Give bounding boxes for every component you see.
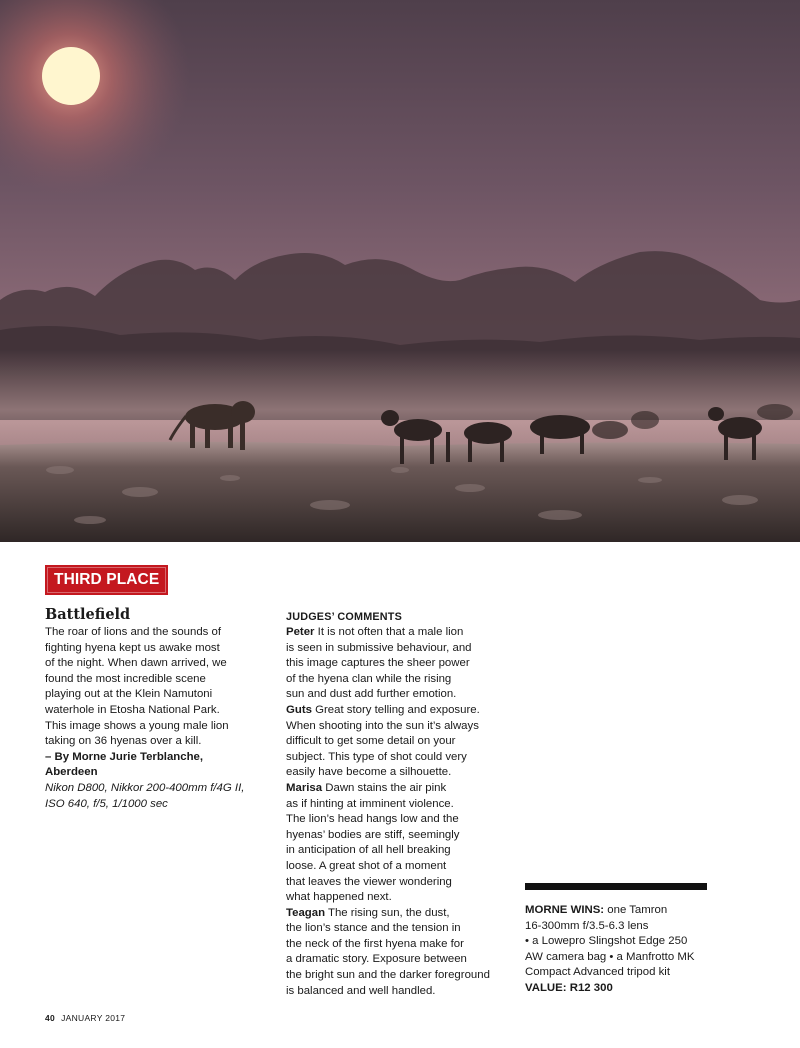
comment-text: It is not often that a male lion xyxy=(314,626,464,638)
issue-date: JANUARY 2017 xyxy=(61,1013,126,1023)
prize-value: VALUE: R12 300 xyxy=(525,981,613,994)
comment-line: easily have become a silhouette. xyxy=(286,766,452,779)
comment-text: The rising sun, the dust, xyxy=(325,906,450,919)
prize-line xyxy=(525,903,710,919)
prize-text: one Tamron xyxy=(604,904,668,916)
comment-line: the lion’s stance and the tension in xyxy=(286,922,461,935)
gear-line: Nikon D800, Nikkor 200-400mm f/4G II, xyxy=(45,781,245,794)
entry-byline xyxy=(45,750,250,781)
page-footer xyxy=(45,1013,125,1023)
third-place-badge: THIRD PLACE xyxy=(45,565,168,595)
gear-line: ISO 640, f/5, 1/1000 sec xyxy=(45,797,168,810)
comment-line: subject. This type of shot could very xyxy=(286,750,467,763)
comment-line: difficult to get some detail on your xyxy=(286,735,456,748)
judges-heading: JUDGES’ COMMENTS xyxy=(286,611,402,623)
judges-column xyxy=(286,610,498,999)
judge-comment-marisa xyxy=(286,781,498,906)
comment-line: in anticipation of all hell breaking xyxy=(286,844,451,857)
comment-line xyxy=(286,906,498,922)
comment-line: is balanced and well handled. xyxy=(286,984,436,997)
entry-body-line: taking on 36 hyenas over a kill. xyxy=(45,735,202,748)
comment-line xyxy=(286,703,498,719)
judge-name: Guts xyxy=(286,703,312,716)
judge-comment-guts xyxy=(286,703,498,781)
comment-line: loose. A great shot of a moment xyxy=(286,859,447,872)
comment-line: what happened next. xyxy=(286,891,392,904)
comment-line: sun and dust add further emotion. xyxy=(286,688,457,701)
entry-body-line: The roar of lions and the sounds of xyxy=(45,626,222,638)
comment-text: Dawn stains the air pink xyxy=(322,781,447,794)
entry-column xyxy=(45,606,250,812)
entry-body-line: This image shows a young male lion xyxy=(45,719,229,732)
comment-line xyxy=(286,781,498,797)
comment-line: the neck of the first hyena make for xyxy=(286,937,464,950)
entry-body-line: fighting hyena kept us awake most xyxy=(45,641,220,654)
comment-line: is seen in submissive behaviour, and xyxy=(286,641,472,654)
comment-line: that leaves the viewer wondering xyxy=(286,875,452,888)
judge-name: Marisa xyxy=(286,781,323,794)
prize-line: • a Lowepro Slingshot Edge 250 xyxy=(525,935,688,948)
comment-line: this image captures the sheer power xyxy=(286,657,470,670)
entry-body-line: waterhole in Etosha National Park. xyxy=(45,703,220,716)
entry-body-line: playing out at the Klein Namutoni xyxy=(45,688,213,701)
prize-divider xyxy=(525,883,707,890)
comment-line: as if hinting at imminent violence. xyxy=(286,797,454,810)
camera-settings xyxy=(45,781,250,812)
byline-line: Aberdeen xyxy=(45,766,98,779)
page-number: 40 xyxy=(45,1013,56,1023)
entry-body-line: of the night. When dawn arrived, we xyxy=(45,657,227,670)
byline-line: – By Morne Jurie Terblanche, xyxy=(45,750,204,763)
comment-line: The lion’s head hangs low and the xyxy=(286,813,459,826)
prize-line: Compact Advanced tripod kit xyxy=(525,966,670,979)
prize-line: 16-300mm f/3.5-6.3 lens xyxy=(525,919,649,932)
comment-line: of the hyena clan while the rising xyxy=(286,672,452,685)
prize-box xyxy=(525,903,710,997)
judge-name: Teagan xyxy=(286,906,326,919)
prize-list xyxy=(525,903,710,981)
judge-comment-peter xyxy=(286,625,498,703)
comment-line: a dramatic story. Exposure between xyxy=(286,953,467,966)
sun xyxy=(42,47,100,105)
entry-body-line: found the most incredible scene xyxy=(45,672,206,685)
prize-line: AW camera bag • a Manfrotto MK xyxy=(525,950,695,963)
comment-line: hyenas’ bodies are stiff, seemingly xyxy=(286,828,460,841)
comment-text: Great story telling and exposure. xyxy=(311,703,480,716)
judge-name: Peter xyxy=(286,626,315,638)
comment-line: When shooting into the sun it’s always xyxy=(286,719,479,732)
comment-line: the bright sun and the darker foreground xyxy=(286,969,490,982)
comment-line xyxy=(286,625,498,641)
judge-comment-teagan xyxy=(286,906,498,1000)
prize-heading: MORNE WINS: xyxy=(525,904,605,916)
entry-body xyxy=(45,625,250,750)
entry-title: Battlefield xyxy=(45,606,131,623)
